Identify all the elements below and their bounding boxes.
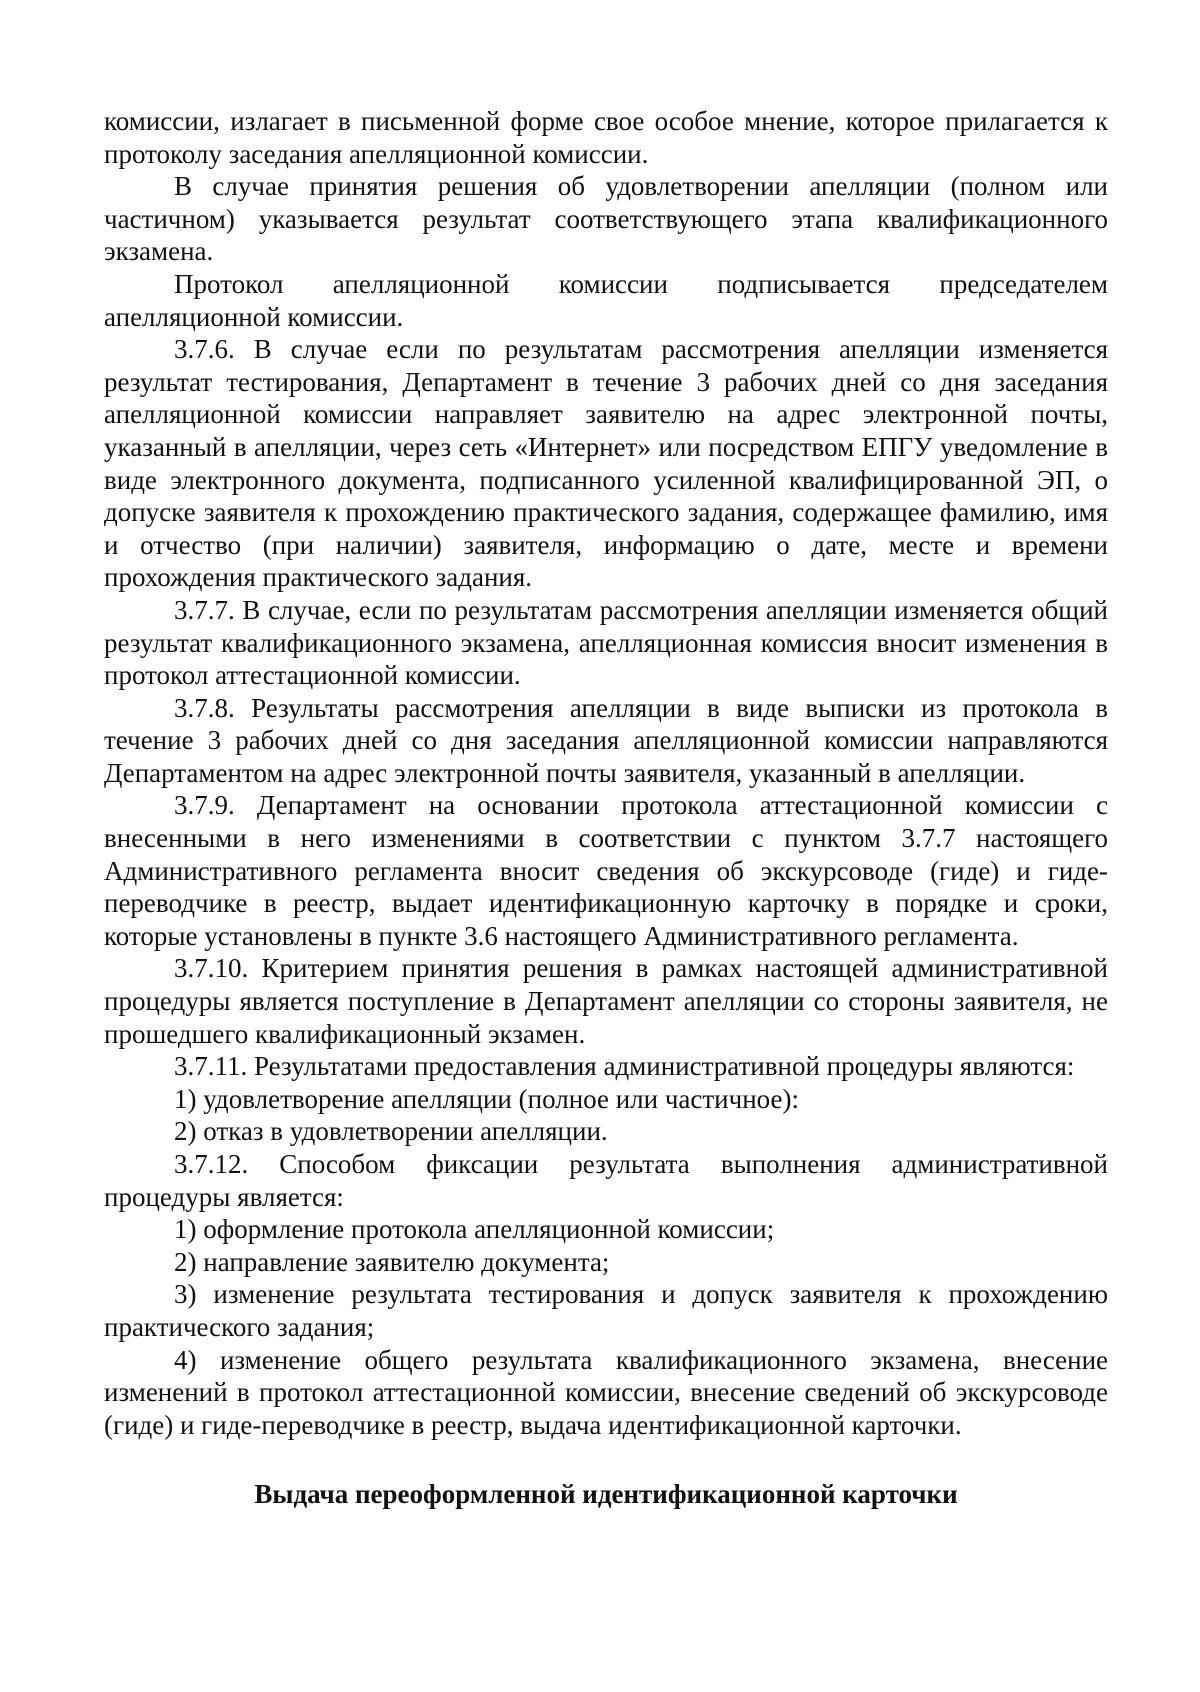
list-item-test-result-change: 3) изменение результата тестирования и допуск заявителя к прохождению практического задания; <box>104 1279 1108 1342</box>
paragraph-3-7-7: 3.7.7. В случае, если по результатам рассмотрения апелляции изменяется общий результат квалификационного экзамена, апелляционная комиссия вносит изменения в протокол аттестационной комиссии. <box>104 594 1108 691</box>
paragraph-appeal-satisfaction: В случае принятия решения об удовлетворении апелляции (полном или частичном) указывается результат соответствующего этапа квалификационного экзамена. <box>104 171 1108 267</box>
list-item-exam-result-change: 4) изменение общего результата квалификационного экзамена, внесение изменений в протокол аттестационной комиссии, внесение сведений об экскурсоводе (гиде) и гиде-переводчике в реестр, выдача идентификационной карточки. <box>104 1344 1108 1440</box>
paragraph-3-7-12: 3.7.12. Способом фиксации результата выполнения административной процедуры является: <box>104 1149 1108 1212</box>
paragraph-protocol-signing: Протокол апелляционной комиссии подписывается председателем апелляционной комиссии. <box>104 268 1108 332</box>
section-heading: Выдача переоформленной идентификационной карточки <box>254 1479 958 1510</box>
list-item-send-document: 2) направление заявителю документа; <box>174 1246 610 1277</box>
paragraph-3-7-9: 3.7.9. Департамент на основании протокола аттестационной комиссии с внесенными в него изменениями в соответствии с пунктом 3.7.7 настоящего Административного регламента вносит сведения об экскурсоводе (гиде) и гиде-переводчике в реестр, выдает идентификационную карточку в порядке и сроки, которые установлены в пункте 3.6 настоящего Административного регламента. <box>104 790 1108 951</box>
paragraph-3-7-11: 3.7.11. Результатами предоставления административной процедуры являются: <box>174 1051 1075 1082</box>
paragraph-3-7-10: 3.7.10. Критерием принятия решения в рамках настоящей административной процедуры является поступление в Департамент апелляции со стороны заявителя, не прошедшего квалификационный экзамен. <box>104 953 1108 1049</box>
paragraph-3-7-6: 3.7.6. В случае если по результатам рассмотрения апелляции изменяется результат тестирования, Департамент в течение 3 рабочих дней со дня заседания апелляционной комиссии направляет заявителю на адрес электронной почты, указанный в апелляции, через сеть «Интернет» или посредством ЕПГУ уведомление в виде электронного документа, подписанного усиленной квалифицированной ЭП, о допуске заявителя к прохождению практического задания, содержащее фамилию, имя и отчество (при наличии) заявителя, информацию о дате, месте и времени прохождения практического задания. <box>104 334 1108 593</box>
paragraph-special-opinion: комиссии, излагает в письменной форме свое особое мнение, которое прилагается к протоколу заседания апелляционной комиссии. <box>104 106 1108 169</box>
paragraph-3-7-8: 3.7.8. Результаты рассмотрения апелляции в виде выписки из протокола в течение 3 рабочих дней со дня заседания апелляционной комиссии направляются Департаментом на адрес электронной почты заявителя, указанный в апелляции. <box>104 692 1108 788</box>
list-item-appeal-refused: 2) отказ в удовлетворении апелляции. <box>174 1116 608 1147</box>
list-item-protocol: 1) оформление протокола апелляционной комиссии; <box>174 1214 775 1245</box>
list-item-appeal-granted: 1) удовлетворение апелляции (полное или частичное): <box>174 1083 799 1114</box>
document-page <box>104 105 1108 1511</box>
